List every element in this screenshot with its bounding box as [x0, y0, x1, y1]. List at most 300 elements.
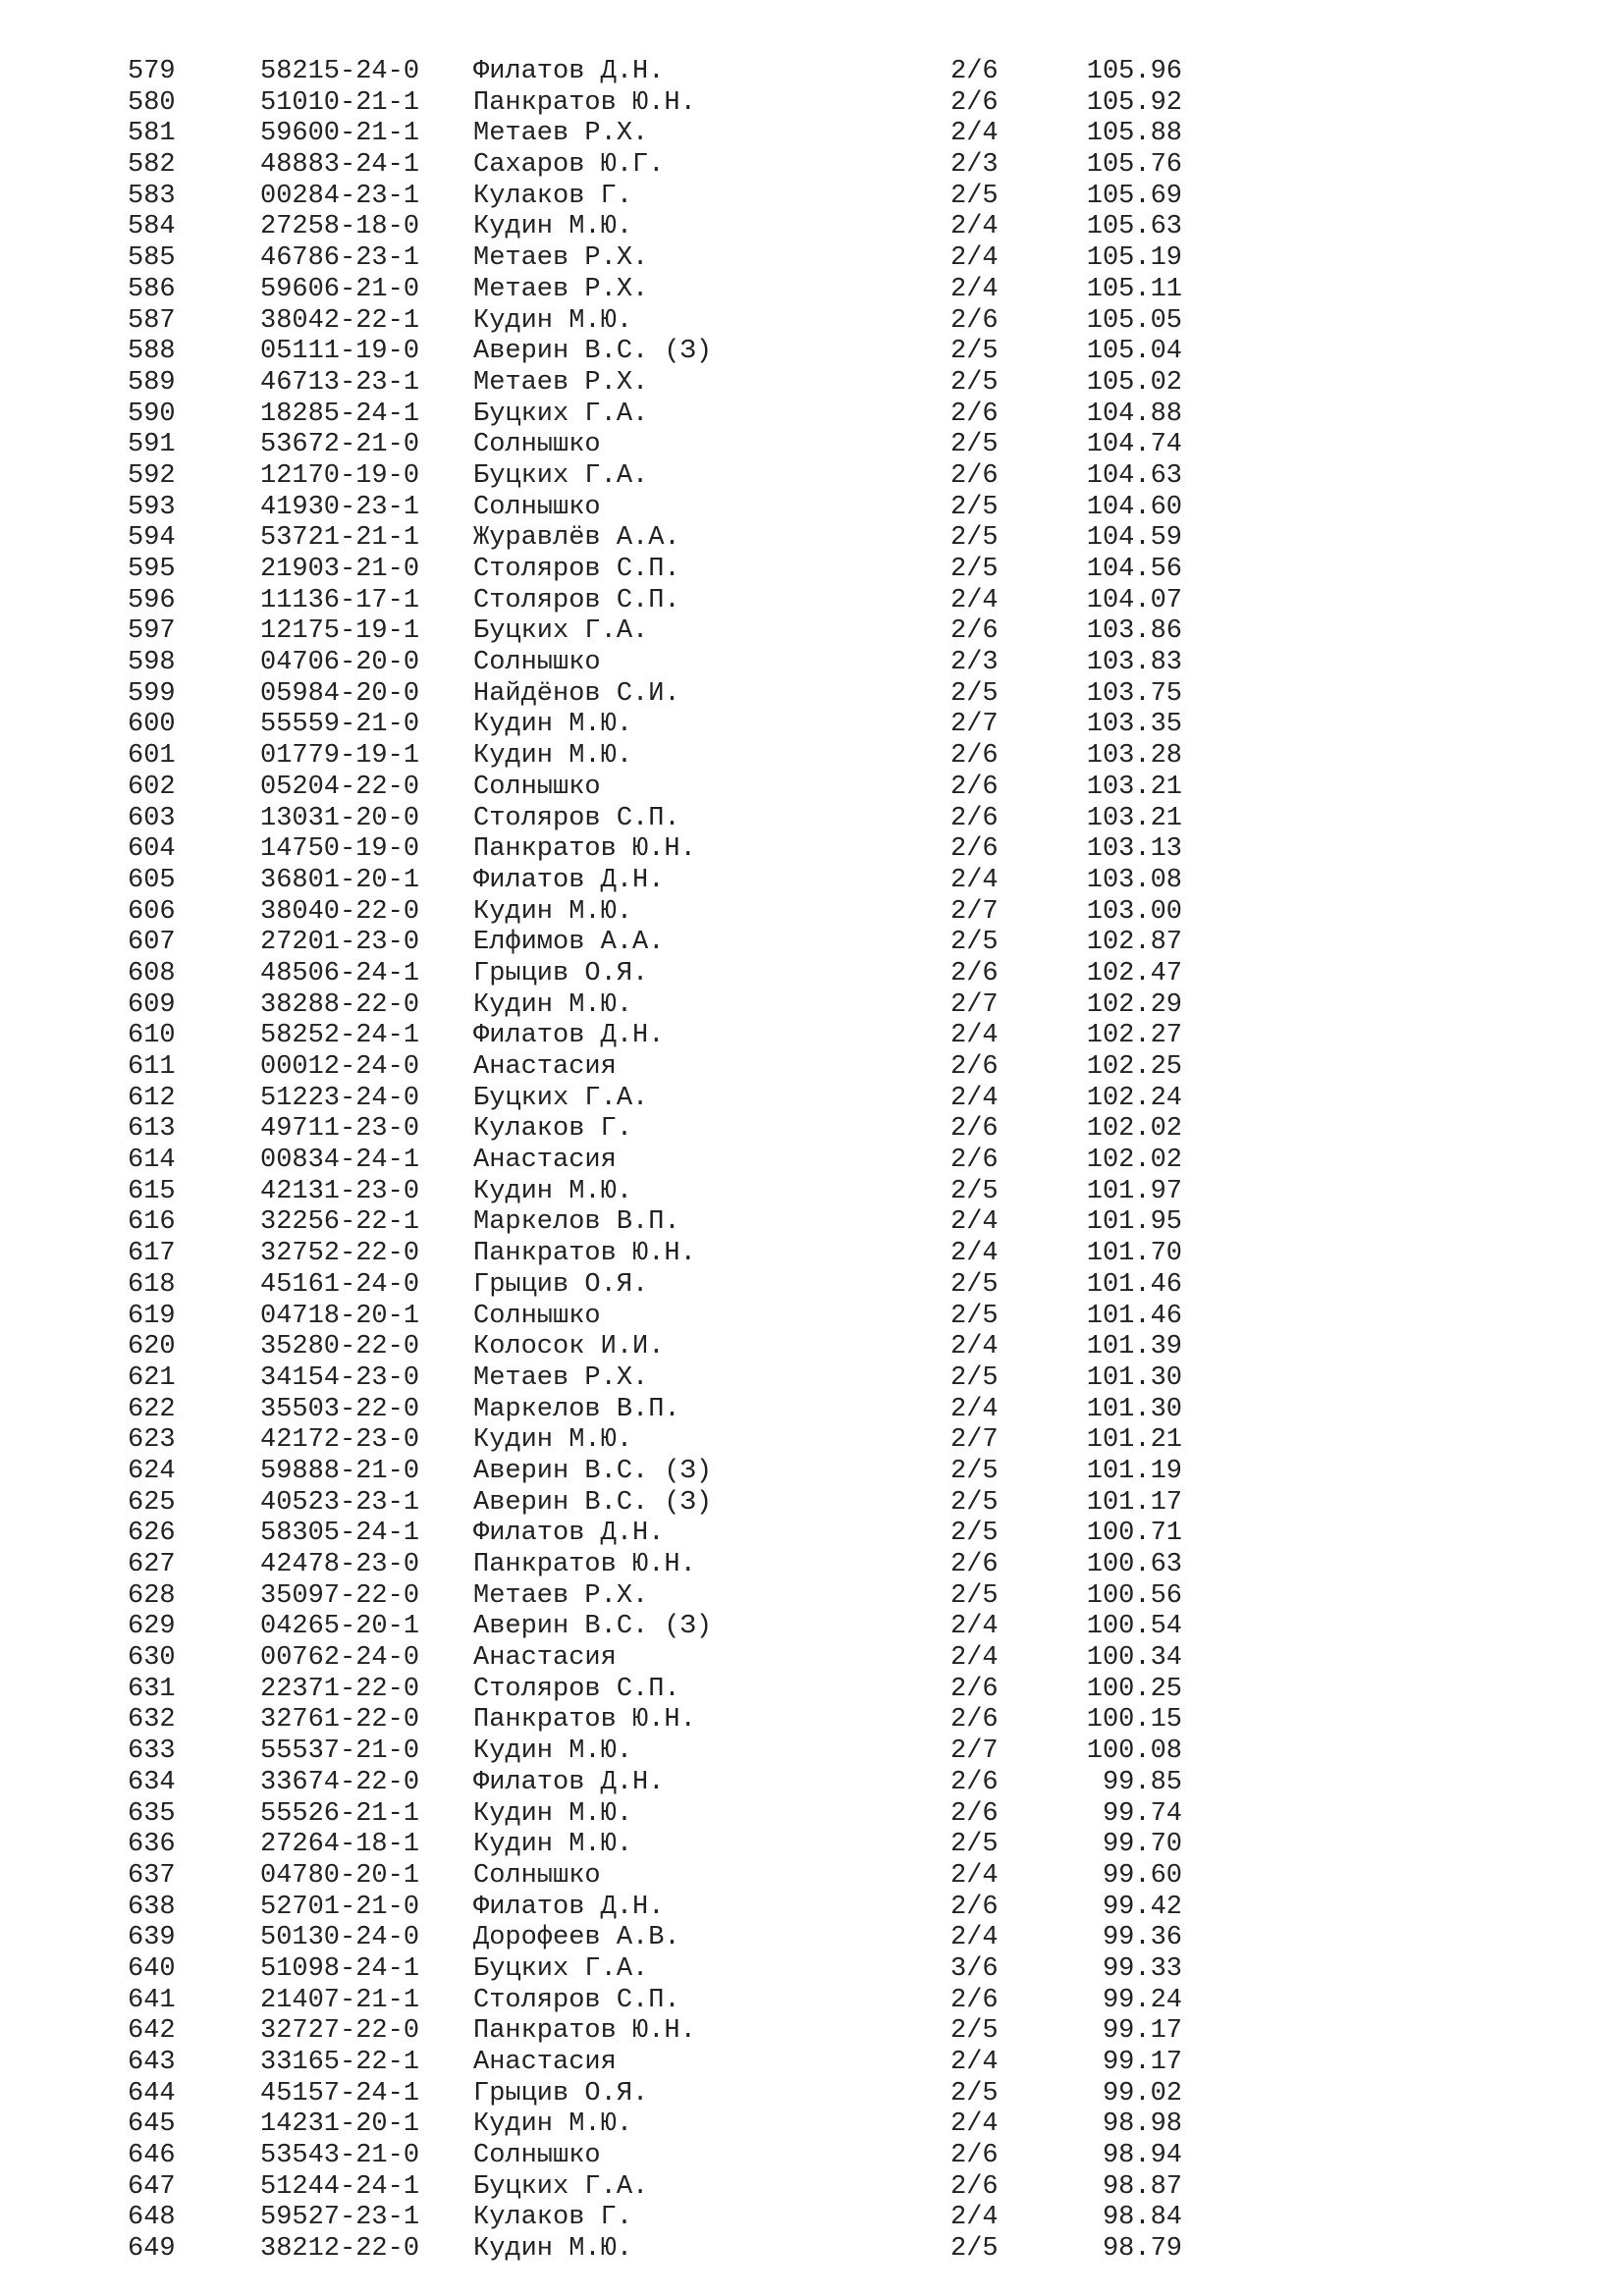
row-id: 58305-24-1 — [260, 1519, 420, 1549]
table-row — [0, 1021, 1624, 1052]
row-score: 100.34 — [1086, 1643, 1182, 1674]
table-row — [0, 679, 1624, 711]
row-ratio: 2/7 — [950, 989, 999, 1020]
row-name: Аверин В.С. (З) — [473, 337, 713, 367]
table-row — [0, 88, 1624, 120]
row-id: 48506-24-1 — [260, 958, 420, 988]
row-name: Филатов Д.Н. — [473, 1519, 665, 1549]
row-score: 101.21 — [1086, 1425, 1182, 1456]
row-name: Аверин В.С. (З) — [473, 1612, 713, 1642]
table-row — [0, 1923, 1624, 1954]
row-rank: 640 — [128, 1953, 176, 1984]
row-id: 04718-20-1 — [260, 1301, 420, 1331]
row-ratio: 2/6 — [950, 1985, 999, 2015]
row-name: Буцких Г.А. — [473, 399, 649, 429]
row-id: 33165-22-1 — [260, 2048, 420, 2077]
row-id: 32761-22-0 — [260, 1705, 420, 1735]
row-name: Кудин М.Ю. — [473, 212, 633, 242]
row-name: Аверин В.С. (З) — [473, 1456, 713, 1486]
row-rank: 610 — [128, 1021, 176, 1051]
row-score: 105.92 — [1086, 87, 1182, 118]
row-rank: 604 — [128, 834, 176, 865]
row-rank: 611 — [128, 1052, 176, 1082]
row-name: Метаев Р.Х. — [473, 274, 649, 304]
row-name: Филатов Д.Н. — [473, 865, 665, 895]
row-rank: 617 — [128, 1239, 176, 1269]
row-ratio: 2/6 — [950, 1798, 999, 1829]
row-name: Кудин М.Ю. — [473, 2234, 633, 2265]
row-score: 99.85 — [1102, 1767, 1182, 1797]
table-row — [0, 1425, 1624, 1457]
row-score: 104.74 — [1086, 430, 1182, 460]
row-name: Столяров С.П. — [473, 1985, 680, 2015]
row-rank: 613 — [128, 1114, 176, 1145]
row-id: 48883-24-1 — [260, 150, 420, 181]
row-rank: 636 — [128, 1830, 176, 1860]
row-id: 53543-21-0 — [260, 2141, 420, 2171]
row-ratio: 2/4 — [950, 1394, 999, 1424]
row-rank: 627 — [128, 1550, 176, 1579]
row-rank: 635 — [128, 1798, 176, 1829]
row-ratio: 2/4 — [950, 274, 999, 304]
row-rank: 614 — [128, 1146, 176, 1176]
row-ratio: 2/6 — [950, 1705, 999, 1735]
row-rank: 584 — [128, 212, 176, 242]
row-rank: 585 — [128, 243, 176, 274]
row-rank: 600 — [128, 710, 176, 740]
row-score: 103.86 — [1086, 616, 1182, 647]
row-id: 21903-21-0 — [260, 555, 420, 584]
table-row — [0, 1114, 1624, 1146]
row-name: Грыцив О.Я. — [473, 1269, 649, 1300]
row-rank: 609 — [128, 989, 176, 1020]
row-name: Анастасия — [473, 1052, 617, 1082]
table-row — [0, 1799, 1624, 1831]
table-row — [0, 834, 1624, 866]
row-id: 51010-21-1 — [260, 87, 420, 118]
row-score: 99.74 — [1102, 1798, 1182, 1829]
row-score: 99.36 — [1102, 1923, 1182, 1953]
row-ratio: 2/6 — [950, 399, 999, 429]
row-id: 41930-23-1 — [260, 492, 420, 522]
row-ratio: 2/6 — [950, 1146, 999, 1176]
table-row — [0, 337, 1624, 368]
row-id: 00762-24-0 — [260, 1643, 420, 1674]
row-id: 27258-18-0 — [260, 212, 420, 242]
row-rank: 618 — [128, 1269, 176, 1300]
row-name: Буцких Г.А. — [473, 616, 649, 647]
row-id: 46786-23-1 — [260, 243, 420, 274]
row-ratio: 2/6 — [950, 1674, 999, 1704]
table-row — [0, 275, 1624, 306]
row-name: Филатов Д.Н. — [473, 1892, 665, 1922]
row-score: 101.46 — [1086, 1301, 1182, 1331]
row-ratio: 2/4 — [950, 1332, 999, 1362]
table-row — [0, 1207, 1624, 1239]
row-ratio: 2/5 — [950, 928, 999, 958]
row-ratio: 2/4 — [950, 865, 999, 895]
row-score: 104.59 — [1086, 523, 1182, 554]
row-ratio: 2/6 — [950, 1052, 999, 1082]
row-id: 34154-23-0 — [260, 1362, 420, 1393]
row-ratio: 2/4 — [950, 1643, 999, 1674]
row-score: 105.19 — [1086, 243, 1182, 274]
row-ratio: 2/7 — [950, 1736, 999, 1767]
row-id: 49711-23-0 — [260, 1114, 420, 1145]
row-score: 99.33 — [1102, 1953, 1182, 1984]
row-name: Кудин М.Ю. — [473, 1830, 633, 1860]
row-name: Кудин М.Ю. — [473, 305, 633, 336]
row-name: Грыцив О.Я. — [473, 2078, 649, 2109]
row-name: Панкратов Ю.Н. — [473, 87, 696, 118]
row-rank: 582 — [128, 150, 176, 181]
table-row — [0, 430, 1624, 461]
row-rank: 622 — [128, 1394, 176, 1424]
row-name: Столяров С.П. — [473, 803, 680, 833]
row-rank: 598 — [128, 648, 176, 678]
row-id: 00012-24-0 — [260, 1052, 420, 1082]
row-ratio: 2/5 — [950, 337, 999, 367]
row-name: Столяров С.П. — [473, 1674, 680, 1704]
row-name: Дорофеев А.В. — [473, 1923, 680, 1953]
row-score: 99.42 — [1102, 1892, 1182, 1922]
row-id: 53721-21-1 — [260, 523, 420, 554]
row-score: 100.71 — [1086, 1519, 1182, 1549]
row-id: 21407-21-1 — [260, 1985, 420, 2015]
row-id: 38212-22-0 — [260, 2234, 420, 2265]
row-rank: 630 — [128, 1643, 176, 1674]
row-name: Метаев Р.Х. — [473, 1580, 649, 1611]
row-ratio: 2/4 — [950, 585, 999, 615]
row-ratio: 2/5 — [950, 555, 999, 584]
row-id: 59888-21-0 — [260, 1456, 420, 1486]
row-id: 59600-21-1 — [260, 119, 420, 149]
row-score: 105.02 — [1086, 367, 1182, 398]
row-ratio: 2/4 — [950, 1612, 999, 1642]
table-row — [0, 804, 1624, 835]
table-row — [0, 1488, 1624, 1520]
row-id: 35097-22-0 — [260, 1580, 420, 1611]
row-score: 103.28 — [1086, 741, 1182, 772]
table-row — [0, 773, 1624, 804]
table-row — [0, 2234, 1624, 2266]
row-score: 98.98 — [1102, 2109, 1182, 2140]
row-rank: 612 — [128, 1083, 176, 1113]
row-ratio: 2/6 — [950, 834, 999, 865]
row-id: 42131-23-0 — [260, 1176, 420, 1206]
table-row — [0, 306, 1624, 338]
row-score: 103.21 — [1086, 803, 1182, 833]
row-name: Кудин М.Ю. — [473, 710, 633, 740]
row-score: 99.60 — [1102, 1860, 1182, 1891]
row-rank: 633 — [128, 1736, 176, 1767]
table-row — [0, 1861, 1624, 1893]
row-name: Колосок И.И. — [473, 1332, 665, 1362]
table-row — [0, 928, 1624, 959]
row-rank: 621 — [128, 1362, 176, 1393]
row-id: 27264-18-1 — [260, 1830, 420, 1860]
row-score: 104.63 — [1086, 460, 1182, 491]
row-rank: 599 — [128, 678, 176, 709]
row-score: 105.11 — [1086, 274, 1182, 304]
row-id: 05984-20-0 — [260, 678, 420, 709]
row-ratio: 3/6 — [950, 1953, 999, 1984]
row-rank: 649 — [128, 2234, 176, 2265]
row-score: 101.17 — [1086, 1487, 1182, 1518]
row-ratio: 2/4 — [950, 212, 999, 242]
row-score: 102.29 — [1086, 989, 1182, 1020]
table-row — [0, 1270, 1624, 1302]
row-rank: 620 — [128, 1332, 176, 1362]
row-name: Солнышко — [473, 430, 601, 460]
row-rank: 646 — [128, 2141, 176, 2171]
row-id: 35503-22-0 — [260, 1394, 420, 1424]
row-score: 103.08 — [1086, 865, 1182, 895]
row-name: Кулаков Г. — [473, 2203, 633, 2233]
row-name: Панкратов Ю.Н. — [473, 1239, 696, 1269]
row-rank: 603 — [128, 803, 176, 833]
row-name: Солнышко — [473, 2141, 601, 2171]
row-score: 100.63 — [1086, 1550, 1182, 1579]
row-score: 105.63 — [1086, 212, 1182, 242]
row-score: 98.79 — [1102, 2234, 1182, 2265]
row-id: 55559-21-0 — [260, 710, 420, 740]
row-id: 05111-19-0 — [260, 337, 420, 367]
row-ratio: 2/6 — [950, 1892, 999, 1922]
row-id: 27201-23-0 — [260, 928, 420, 958]
row-ratio: 2/4 — [950, 1860, 999, 1891]
row-ratio: 2/5 — [950, 2234, 999, 2265]
table-row — [0, 400, 1624, 431]
table-row — [0, 897, 1624, 929]
row-ratio: 2/4 — [950, 119, 999, 149]
row-score: 98.87 — [1102, 2171, 1182, 2202]
row-rank: 648 — [128, 2203, 176, 2233]
row-id: 52701-21-0 — [260, 1892, 420, 1922]
row-rank: 615 — [128, 1176, 176, 1206]
row-name: Кудин М.Ю. — [473, 989, 633, 1020]
row-score: 104.07 — [1086, 585, 1182, 615]
row-id: 40523-23-1 — [260, 1487, 420, 1518]
row-name: Метаев Р.Х. — [473, 367, 649, 398]
row-ratio: 2/5 — [950, 492, 999, 522]
row-ratio: 2/7 — [950, 896, 999, 927]
row-rank: 643 — [128, 2048, 176, 2077]
row-name: Буцких Г.А. — [473, 1953, 649, 1984]
row-name: Елфимов А.А. — [473, 928, 665, 958]
row-id: 51244-24-1 — [260, 2171, 420, 2202]
row-name: Филатов Д.Н. — [473, 57, 665, 86]
table-row — [0, 1457, 1624, 1488]
table-row — [0, 212, 1624, 243]
row-rank: 628 — [128, 1580, 176, 1611]
row-id: 50130-24-0 — [260, 1923, 420, 1953]
row-name: Столяров С.П. — [473, 585, 680, 615]
row-rank: 624 — [128, 1456, 176, 1486]
row-id: 59606-21-0 — [260, 274, 420, 304]
row-name: Кулаков Г. — [473, 1114, 633, 1145]
row-id: 58252-24-1 — [260, 1021, 420, 1051]
row-score: 100.25 — [1086, 1674, 1182, 1704]
row-name: Кудин М.Ю. — [473, 1425, 633, 1456]
row-id: 51098-24-1 — [260, 1953, 420, 1984]
row-name: Буцких Г.А. — [473, 2171, 649, 2202]
row-id: 36801-20-1 — [260, 865, 420, 895]
row-ratio: 2/5 — [950, 367, 999, 398]
row-ratio: 2/5 — [950, 1301, 999, 1331]
row-rank: 647 — [128, 2171, 176, 2202]
table-row — [0, 1239, 1624, 1270]
row-score: 100.08 — [1086, 1736, 1182, 1767]
table-row — [0, 2048, 1624, 2079]
row-score: 101.97 — [1086, 1176, 1182, 1206]
table-row — [0, 1177, 1624, 1208]
row-ratio: 2/4 — [950, 2203, 999, 2233]
row-score: 99.02 — [1102, 2078, 1182, 2109]
row-ratio: 2/6 — [950, 958, 999, 988]
row-name: Анастасия — [473, 1643, 617, 1674]
table-row — [0, 182, 1624, 213]
row-id: 04780-20-1 — [260, 1860, 420, 1891]
row-score: 99.70 — [1102, 1830, 1182, 1860]
row-rank: 593 — [128, 492, 176, 522]
row-name: Кудин М.Ю. — [473, 896, 633, 927]
row-id: 35280-22-0 — [260, 1332, 420, 1362]
table-row — [0, 493, 1624, 524]
row-rank: 606 — [128, 896, 176, 927]
row-ratio: 2/4 — [950, 1021, 999, 1051]
row-name: Журавлёв А.А. — [473, 523, 680, 554]
row-id: 58215-24-0 — [260, 57, 420, 86]
row-score: 99.24 — [1102, 1985, 1182, 2015]
row-id: 55526-21-1 — [260, 1798, 420, 1829]
table-row — [0, 1643, 1624, 1675]
row-rank: 638 — [128, 1892, 176, 1922]
row-name: Кудин М.Ю. — [473, 741, 633, 772]
row-name: Филатов Д.Н. — [473, 1021, 665, 1051]
row-rank: 586 — [128, 274, 176, 304]
row-id: 38042-22-1 — [260, 305, 420, 336]
table-row — [0, 586, 1624, 617]
row-ratio: 2/6 — [950, 616, 999, 647]
row-score: 102.02 — [1086, 1146, 1182, 1176]
row-rank: 641 — [128, 1985, 176, 2015]
row-ratio: 2/3 — [950, 150, 999, 181]
row-rank: 605 — [128, 865, 176, 895]
row-name: Панкратов Ю.Н. — [473, 1705, 696, 1735]
table-row — [0, 1736, 1624, 1768]
row-name: Солнышко — [473, 1860, 601, 1891]
row-id: 22371-22-0 — [260, 1674, 420, 1704]
row-score: 101.19 — [1086, 1456, 1182, 1486]
row-score: 104.60 — [1086, 492, 1182, 522]
row-id: 38288-22-0 — [260, 989, 420, 1020]
row-name: Грыцив О.Я. — [473, 958, 649, 988]
row-name: Филатов Д.Н. — [473, 1767, 665, 1797]
row-ratio: 2/5 — [950, 1830, 999, 1860]
row-ratio: 2/4 — [950, 2048, 999, 2077]
row-rank: 623 — [128, 1425, 176, 1456]
row-ratio: 2/6 — [950, 460, 999, 491]
row-id: 04265-20-1 — [260, 1612, 420, 1642]
row-rank: 589 — [128, 367, 176, 398]
row-score: 99.17 — [1102, 2016, 1182, 2047]
table-row — [0, 2141, 1624, 2172]
row-id: 42172-23-0 — [260, 1425, 420, 1456]
row-name: Метаев Р.Х. — [473, 1362, 649, 1393]
row-id: 12170-19-0 — [260, 460, 420, 491]
table-row — [0, 1954, 1624, 1986]
row-name: Кулаков Г. — [473, 181, 633, 211]
row-ratio: 2/6 — [950, 1550, 999, 1579]
table-row — [0, 1146, 1624, 1177]
row-score: 105.88 — [1086, 119, 1182, 149]
row-name: Анастасия — [473, 1146, 617, 1176]
row-ratio: 2/4 — [950, 1083, 999, 1113]
row-rank: 583 — [128, 181, 176, 211]
row-name: Панкратов Ю.Н. — [473, 834, 696, 865]
table-row — [0, 710, 1624, 741]
row-name: Метаев Р.Х. — [473, 243, 649, 274]
row-name: Панкратов Ю.Н. — [473, 2016, 696, 2047]
row-rank: 607 — [128, 928, 176, 958]
row-id: 45157-24-1 — [260, 2078, 420, 2109]
row-id: 04706-20-0 — [260, 648, 420, 678]
row-ratio: 2/4 — [950, 2109, 999, 2140]
row-name: Анастасия — [473, 2048, 617, 2077]
row-id: 45161-24-0 — [260, 1269, 420, 1300]
table-row — [0, 461, 1624, 493]
row-score: 102.47 — [1086, 958, 1182, 988]
row-id: 05204-22-0 — [260, 772, 420, 802]
table-row — [0, 1084, 1624, 1115]
row-ratio: 2/6 — [950, 1114, 999, 1145]
row-rank: 632 — [128, 1705, 176, 1735]
row-rank: 608 — [128, 958, 176, 988]
row-rank: 625 — [128, 1487, 176, 1518]
table-row — [0, 1893, 1624, 1924]
row-id: 32256-22-1 — [260, 1207, 420, 1238]
row-name: Кудин М.Ю. — [473, 2109, 633, 2140]
row-rank: 642 — [128, 2016, 176, 2047]
row-ratio: 2/6 — [950, 87, 999, 118]
row-id: 32752-22-0 — [260, 1239, 420, 1269]
table-row — [0, 2109, 1624, 2141]
row-ratio: 2/5 — [950, 2016, 999, 2047]
row-score: 103.35 — [1086, 710, 1182, 740]
table-row — [0, 866, 1624, 897]
row-ratio: 2/6 — [950, 1767, 999, 1797]
row-name: Столяров С.П. — [473, 555, 680, 584]
row-score: 101.70 — [1086, 1239, 1182, 1269]
row-name: Солнышко — [473, 648, 601, 678]
row-rank: 629 — [128, 1612, 176, 1642]
table-row — [0, 1768, 1624, 1799]
row-id: 38040-22-0 — [260, 896, 420, 927]
table-row — [0, 1363, 1624, 1395]
row-id: 33674-22-0 — [260, 1767, 420, 1797]
row-score: 103.00 — [1086, 896, 1182, 927]
table-row — [0, 243, 1624, 275]
row-score: 102.24 — [1086, 1083, 1182, 1113]
row-name: Буцких Г.А. — [473, 460, 649, 491]
row-rank: 616 — [128, 1207, 176, 1238]
row-rank: 639 — [128, 1923, 176, 1953]
row-ratio: 2/4 — [950, 1239, 999, 1269]
table-row — [0, 1986, 1624, 2017]
table-row — [0, 119, 1624, 150]
row-ratio: 2/5 — [950, 523, 999, 554]
